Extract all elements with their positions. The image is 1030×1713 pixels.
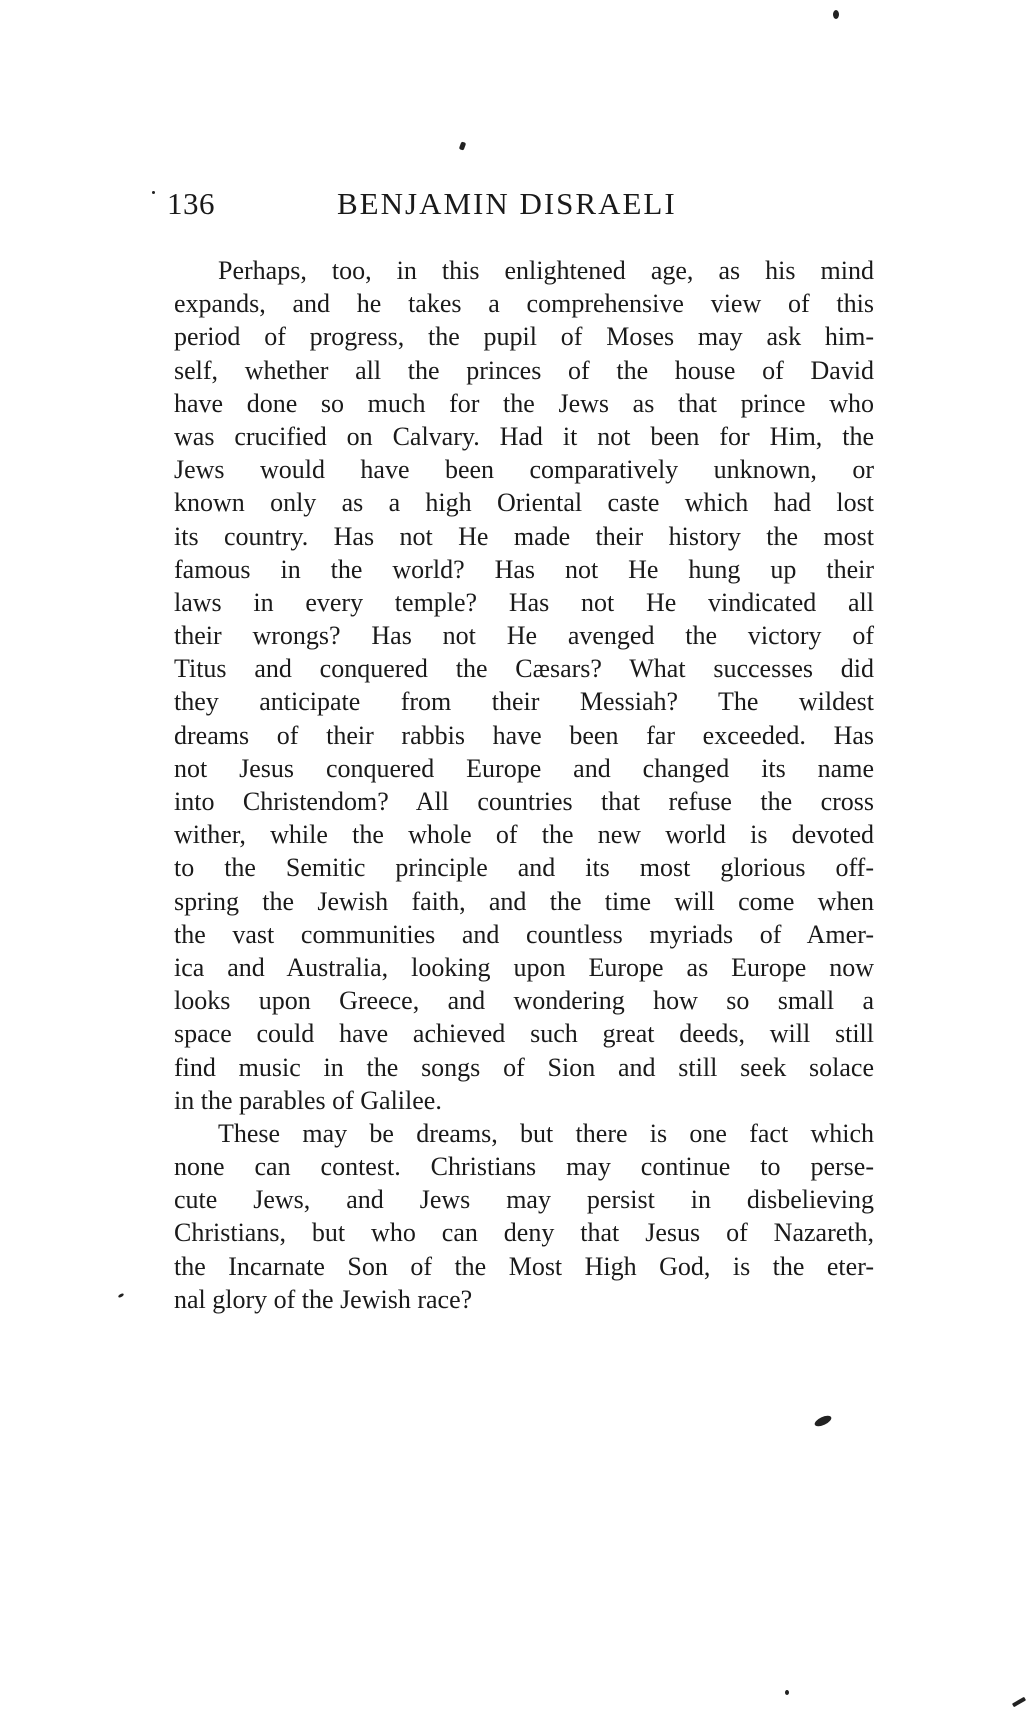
text-line: ica and Australia, looking upon Europe as Europe now — [174, 952, 874, 982]
text-line: self, whether all the princes of the house of David — [174, 355, 874, 385]
text-line: Titus and conquered the Cæsars? What successes did — [174, 654, 874, 684]
scan-speck — [459, 141, 466, 150]
text-line: laws in every temple? Has not He vindicated all — [174, 587, 874, 617]
text-line: none can contest. Christians may continue to perse- — [174, 1152, 874, 1182]
text-line: the Incarnate Son of the Most High God, is the eter- — [174, 1251, 874, 1281]
text-line: to the Semitic principle and its most glorious off- — [174, 853, 874, 883]
scan-speck — [1012, 1697, 1026, 1707]
text-line: dreams of their rabbis have been far exceeded. Has — [174, 720, 874, 750]
text-line: wither, while the whole of the new world is devoted — [174, 820, 874, 850]
scan-speck — [152, 191, 155, 194]
text-line: Perhaps, too, in this enlightened age, as his mind — [218, 256, 874, 285]
text-line: looks upon Greece, and wondering how so small a — [174, 986, 874, 1016]
text-line: their wrongs? Has not He avenged the victory of — [174, 621, 874, 651]
text-line: into Christendom? All countries that refuse the cross — [174, 787, 874, 816]
text-line: period of progress, the pupil of Moses may ask him- — [174, 322, 874, 352]
text-line: was crucified on Calvary. Had it not been for Him, the — [174, 421, 874, 451]
text-line: Jews would have been comparatively unknown, or — [174, 455, 874, 485]
body-text — [174, 254, 874, 1316]
text-line: These may be dreams, but there is one fact which — [218, 1118, 874, 1148]
text-line: find music in the songs of Sion and still seek solace — [174, 1052, 874, 1082]
scan-speck — [785, 1690, 789, 1695]
text-line: cute Jews, and Jews may persist in disbelieving — [174, 1185, 874, 1215]
text-line: not Jesus conquered Europe and changed its name — [174, 753, 874, 783]
scan-speck — [813, 1414, 833, 1429]
text-line: Christians, but who can deny that Jesus of Nazareth, — [174, 1218, 874, 1248]
scan-speck — [833, 10, 839, 19]
text-line: spring the Jewish faith, and the time will come when — [174, 886, 874, 916]
text-line: expands, and he takes a comprehensive view of this — [174, 289, 874, 319]
scan-speck — [118, 1293, 125, 1299]
text-line: the vast communities and countless myriads of Amer- — [174, 919, 874, 949]
text-line: its country. Has not He made their history the most — [174, 521, 874, 551]
text-line: they anticipate from their Messiah? The wildest — [174, 687, 874, 717]
text-line: in the parables of Galilee. — [174, 1085, 442, 1115]
text-line: have done so much for the Jews as that prince who — [174, 388, 874, 418]
running-title: BENJAMIN DISRAELI — [337, 186, 677, 221]
page-number: 136 — [167, 186, 215, 221]
page-header — [167, 186, 887, 230]
text-line: nal glory of the Jewish race? — [174, 1284, 473, 1314]
text-line: known only as a high Oriental caste which had lost — [174, 488, 874, 518]
text-line: famous in the world? Has not He hung up their — [174, 554, 874, 584]
text-line: space could have achieved such great deeds, will still — [174, 1019, 874, 1049]
